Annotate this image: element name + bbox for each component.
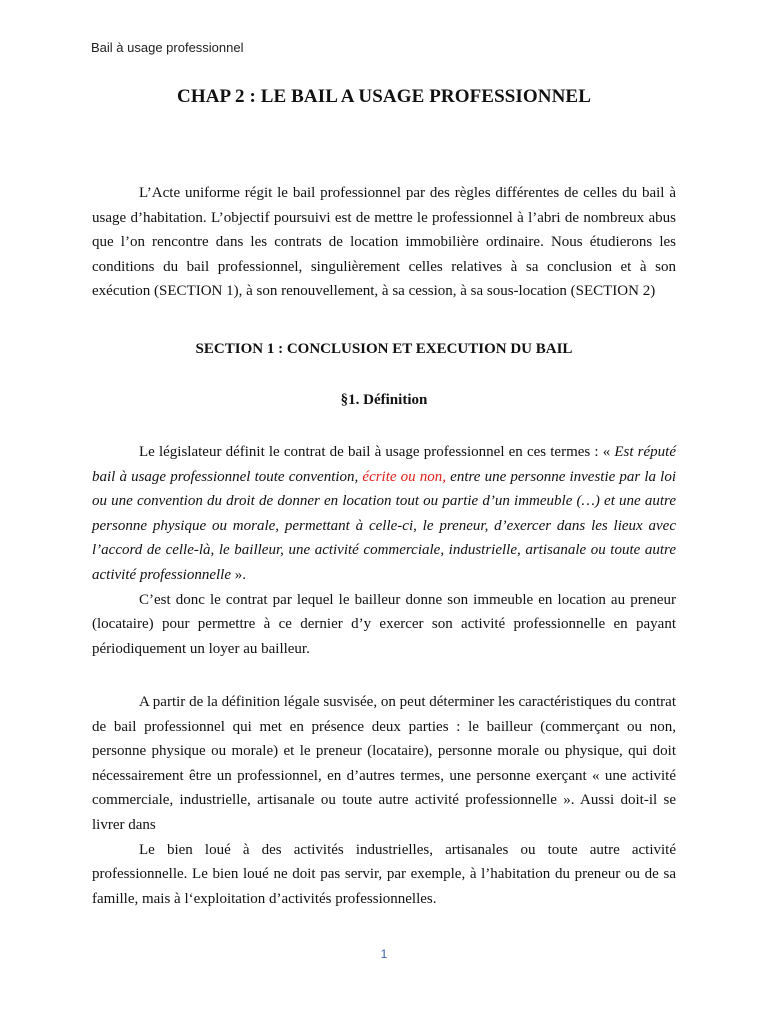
- usage-paragraph: Le bien loué à des activités industrielles, artisanales ou toute autre activité professionnelle. Le bien loué ne doit pas servir, par exemple, à l’habitation du preneur ou de sa famille, mais à l‘exploitation d’activités professionnelles.: [92, 841, 676, 907]
- definition-tail: ».: [231, 566, 246, 583]
- contract-paragraph: C’est donc le contrat par lequel le bailleur donne son immeuble en location au preneur (locataire) pour permettre à ce dernier d’y exercer son activité professionnelle en payant périodiquement un loyer au bailleur.: [92, 591, 676, 657]
- intro-block: [92, 181, 676, 304]
- definition-lead: Le législateur définit le contrat de bail à usage professionnel en ces termes : «: [139, 444, 615, 460]
- definition-quote-start: Est réputé bail à usage professionnel toute convention,: [92, 444, 676, 485]
- subsection-title: §1. Définition: [340, 392, 428, 408]
- definition-quote-end: entre une personne investie par la loi ou une convention du droit de donner en location tout ou partie d’un immeuble (…) et une autre personne physique ou morale, permettant à celle-ci, le preneur, d’exercer dans les lieux avec l’accord de celle-là, le bailleur, une activité commerciale, industrielle, artisanale ou toute autre activité professionnelle: [92, 468, 676, 583]
- section-title: SECTION 1 : CONCLUSION ET EXECUTION DU BAIL: [195, 341, 573, 357]
- intro-paragraph: L’Acte uniforme régit le bail professionnel par des règles différentes de celles du bail à usage d’habitation. L’objectif poursuivi est de mettre le professionnel à l’abri de nombreux abus que l’on rencontre dans les contrats de location immobilière ordinaire. Nous étudierons les conditions du bail professionnel, singulièrement celles relatives à sa conclusion et à son exécution (SECTION 1), à son renouvellement, à sa cession, à sa sous-location (SECTION 2): [92, 185, 676, 300]
- definition-quote-highlight: écrite ou non,: [362, 468, 447, 485]
- definition-block: [92, 440, 676, 661]
- definition-paragraph: [92, 440, 676, 588]
- page-number: 1: [380, 947, 388, 961]
- characteristics-block: [92, 690, 676, 911]
- running-header: Bail à usage professionnel: [91, 40, 244, 55]
- chapter-title: CHAP 2 : LE BAIL A USAGE PROFESSIONNEL: [177, 86, 591, 107]
- characteristics-paragraph: A partir de la définition légale susvisée, on peut déterminer les caractéristiques du contrat de bail professionnel qui met en présence deux parties : le bailleur (commerçant ou non, personne physique ou morale) et le preneur (locataire), personne morale ou physique, qui doit nécessairement être un professionnel, en d’autres termes, une personne exerçant « une activité commerciale, industrielle, artisanale ou toute autre activité professionnelle ». Aussi doit-il se livrer dans: [92, 694, 676, 833]
